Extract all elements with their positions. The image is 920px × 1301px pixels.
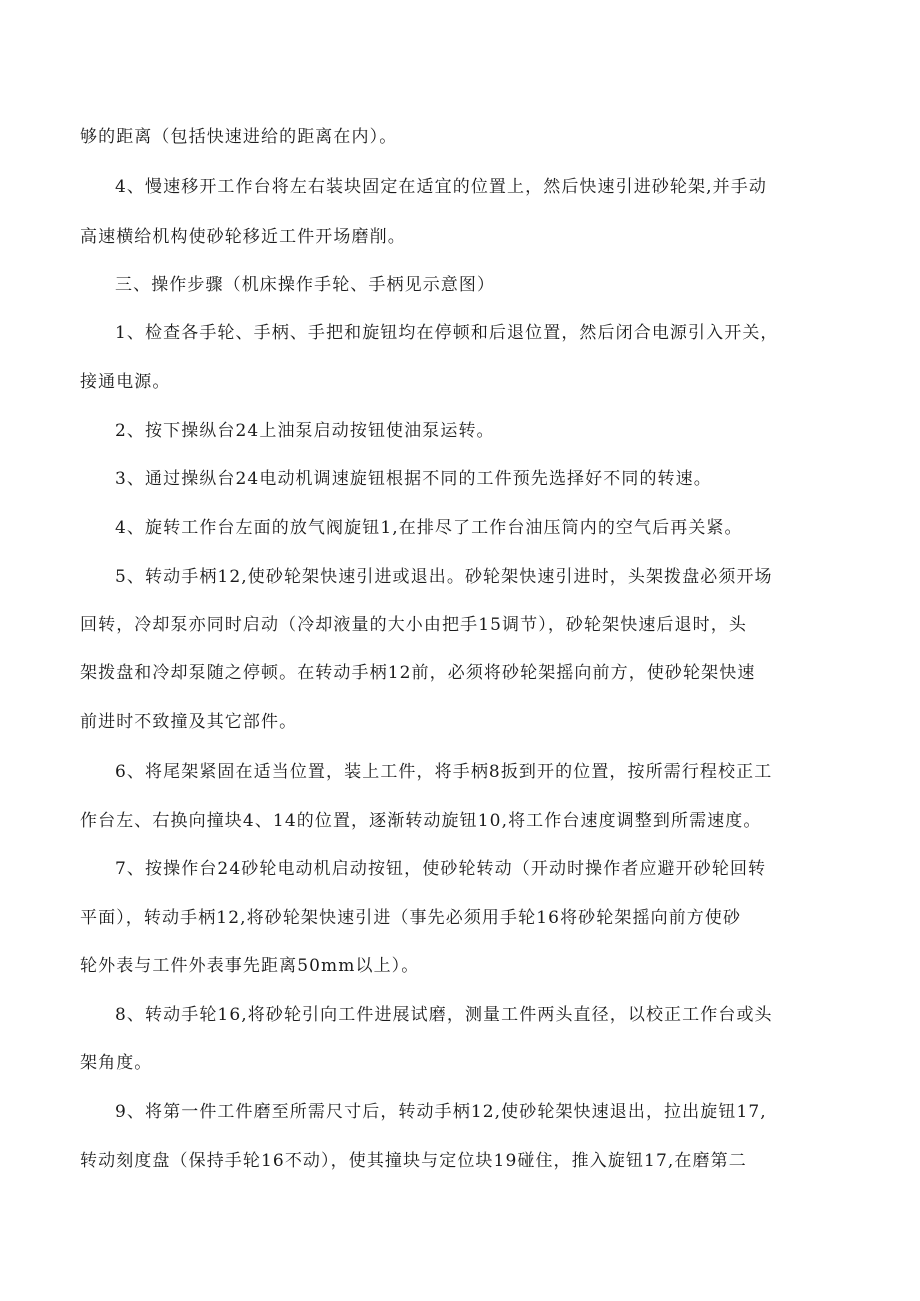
text-line: 7、按操作台24砂轮电动机启动按钮，使砂轮转动（开动时操作者应避开砂轮回转 (115, 859, 767, 879)
text-line: 5、转动手柄12,使砂轮架快速引进或退出。砂轮架快速引进时，头架拨盘必须开场 (115, 567, 773, 587)
text-line: 回转，冷却泵亦同时启动（冷却液量的大小由把手15调节），砂轮架快速后退时，头 (80, 615, 747, 635)
text-line: 高速横给机构使砂轮移近工件开场磨削。 (80, 227, 406, 247)
text-line: 转动刻度盘（保持手轮16不动），使其撞块与定位块19碰住，推入旋钮17,在磨第二 (80, 1151, 747, 1171)
text-line: 3、通过操纵台24电动机调速旋钮根据不同的工件预先选择好不同的转速。 (115, 469, 712, 489)
text-line: 4、旋转工作台左面的放气阀旋钮1,在排尽了工作台油压筒内的空气后再关紧。 (115, 518, 743, 538)
text-line: 架角度。 (80, 1053, 153, 1073)
section-heading: 三、操作步骤（机床操作手轮、手柄见示意图） (115, 275, 496, 295)
text-line: 1、检查各手轮、手柄、手把和旋钮均在停顿和后退位置，然后闭合电源引入开关， (115, 323, 779, 343)
text-line: 8、转动手轮16,将砂轮引向工件进展试磨，测量工件两头直径，以校正工作台或头 (115, 1005, 773, 1025)
text-line: 够的距离（包括快速进给的距离在内）。 (80, 127, 398, 147)
text-line: 4、慢速移开工作台将左右装块固定在适宜的位置上，然后快速引进砂轮架,并手动 (115, 177, 767, 197)
text-line: 9、将第一件工件磨至所需尺寸后，转动手柄12,使砂轮架快速退出，拉出旋钮17, (115, 1102, 767, 1122)
text-line: 轮外表与工件外表事先距离50mm以上）。 (80, 956, 420, 976)
text-line: 2、按下操纵台24上油泵启动按钮使油泵运转。 (115, 421, 495, 441)
text-line: 6、将尾架紧固在适当位置，装上工件，将手柄8扳到开的位置，按所需行程校正工 (115, 762, 773, 782)
text-line: 架拨盘和冷却泵随之停顿。在转动手柄12前，必须将砂轮架摇向前方，使砂轮架快速 (80, 663, 756, 683)
text-line: 接通电源。 (80, 372, 171, 392)
text-line: 平面），转动手柄12,将砂轮架快速引进（事先必须用手轮16将砂轮架摇向前方使砂 (80, 908, 742, 928)
text-line: 前进时不致撞及其它部件。 (80, 712, 298, 732)
text-line: 作台左、右换向撞块4、14的位置，逐渐转动旋钮10,将工作台速度调整到所需速度。 (80, 811, 762, 831)
